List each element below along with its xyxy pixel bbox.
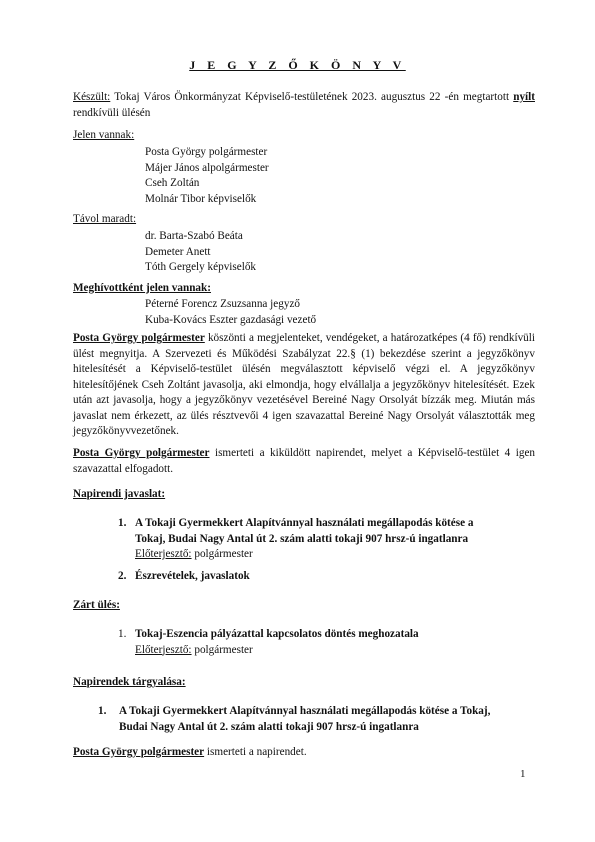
keszult-label: Készült: <box>73 91 111 103</box>
keszult-paragraph <box>73 90 535 121</box>
eloterjeszto-label: Előterjesztő: <box>135 548 192 560</box>
speaker-name: Posta György polgármester <box>73 746 205 758</box>
page-number: 1 <box>520 768 526 780</box>
list-item: dr. Barta-Szabó Beáta <box>145 230 243 242</box>
zart-heading <box>73 598 535 614</box>
item-title-line: Tokaj, Budai Nagy Antal út 2. szám alatti tokaji 907 hrsz-ú ingatlanra <box>135 532 469 545</box>
keszult-text-end: rendkívüli ülésén <box>73 106 151 119</box>
meghivott-list <box>145 297 316 328</box>
jelen-label: Jelen vannak: <box>73 129 135 141</box>
tavol-list <box>145 229 256 276</box>
keszult-nyilt: nyílt <box>513 91 535 103</box>
opening-paragraph <box>73 331 535 440</box>
agenda-paragraph <box>73 446 535 477</box>
napirendi-label: Napirendi javaslat: <box>73 488 166 500</box>
speaker-name: Posta György polgármester <box>73 332 205 344</box>
list-item: Molnár Tibor képviselők <box>145 192 257 205</box>
targyalasa-heading <box>73 675 535 691</box>
paragraph-text: köszönti a megjelenteket, vendégeket, a határozatképes (4 fő) rendkívüli ülést megnyitja. A Szervezeti és Működési Szabályzat 22.§ (1) bekezdése szerint a jegyzőkönyv hitelesítését a Képviselő-testület ülésén megválasztott képviselő végzi el. A jegyzőkönyv hitelesítőjének Cseh Zoltánt javasolja, aki elmondja, hogy elvállalja a jegyzőkönyv hitelesítését. Ezek után azt javasolja, hogy a jegyzőkönyv vezetésével Bereiné Nagy Orsolyát bízzák meg. Miután más javaslat nem érkezett, az ülés résztvevői 4 igen szavazattal Bereiné Nagy Orsolyát választották meg jegyzőkönyvvezetőnek. <box>73 332 535 437</box>
list-item: Kuba-Kovács Eszter gazdasági vezető <box>145 313 317 326</box>
list-item: Cseh Zoltán <box>145 177 200 189</box>
item-title-line: A Tokaji Gyermekkert Alapítvánnyal használati megállapodás kötése a <box>135 517 474 529</box>
document-title: J E G Y Z Ő K Ö N Y V <box>189 58 406 72</box>
item-title-line: Észrevételek, javaslatok <box>135 570 250 582</box>
tavol-heading <box>73 212 535 228</box>
eloterjeszto-label: Előterjesztő: <box>135 643 192 656</box>
jelen-heading <box>73 128 535 144</box>
item-number: 2. <box>118 570 127 582</box>
eloterjeszto-value: polgármester <box>191 548 253 560</box>
keszult-text: Tokaj Város Önkormányzat Képviselő-testületének 2023. augusztus 22 -én megtartott <box>114 91 514 103</box>
napirend-paragraph <box>73 745 535 761</box>
item-number: 1. <box>98 705 107 717</box>
napirendi-heading <box>73 487 535 503</box>
jelen-list <box>145 145 269 207</box>
item-number: 1. <box>118 628 127 640</box>
zart-label: Zárt ülés: <box>73 599 120 611</box>
meghivott-label: Meghívottként jelen vannak: <box>73 282 211 294</box>
meghivott-heading <box>73 281 535 297</box>
list-item: Májer János alpolgármester <box>145 161 269 174</box>
eloterjeszto-value: polgármester <box>191 643 253 656</box>
list-item: Tóth Gergely képviselők <box>145 261 257 273</box>
item-title-line: Tokaj-Eszencia pályázattal kapcsolatos döntés meghozatala <box>135 628 419 640</box>
list-item: Demeter Anett <box>145 245 211 258</box>
item-number: 1. <box>118 517 127 529</box>
item-title-line: Budai Nagy Antal út 2. szám alatti tokaji 907 hrsz-ú ingatlanra <box>119 720 419 733</box>
list-item: Posta György polgármester <box>145 146 268 158</box>
item-title-line: A Tokaji Gyermekkert Alapítvánnyal használati megállapodás kötése a Tokaj, <box>119 705 491 717</box>
paragraph-text: ismerteti a napirendet. <box>204 746 307 758</box>
paragraph-text: ismerteti a kiküldött napirendet, melyet a Képviselő-testület 4 igen szavazattal elfogadott. <box>73 447 536 475</box>
targyalasa-label: Napirendek tárgyalása: <box>73 676 186 688</box>
tavol-label: Távol maradt: <box>73 213 137 225</box>
speaker-name: Posta György polgármester <box>73 447 210 459</box>
list-item: Péterné Forencz Zsuzsanna jegyző <box>145 298 301 310</box>
